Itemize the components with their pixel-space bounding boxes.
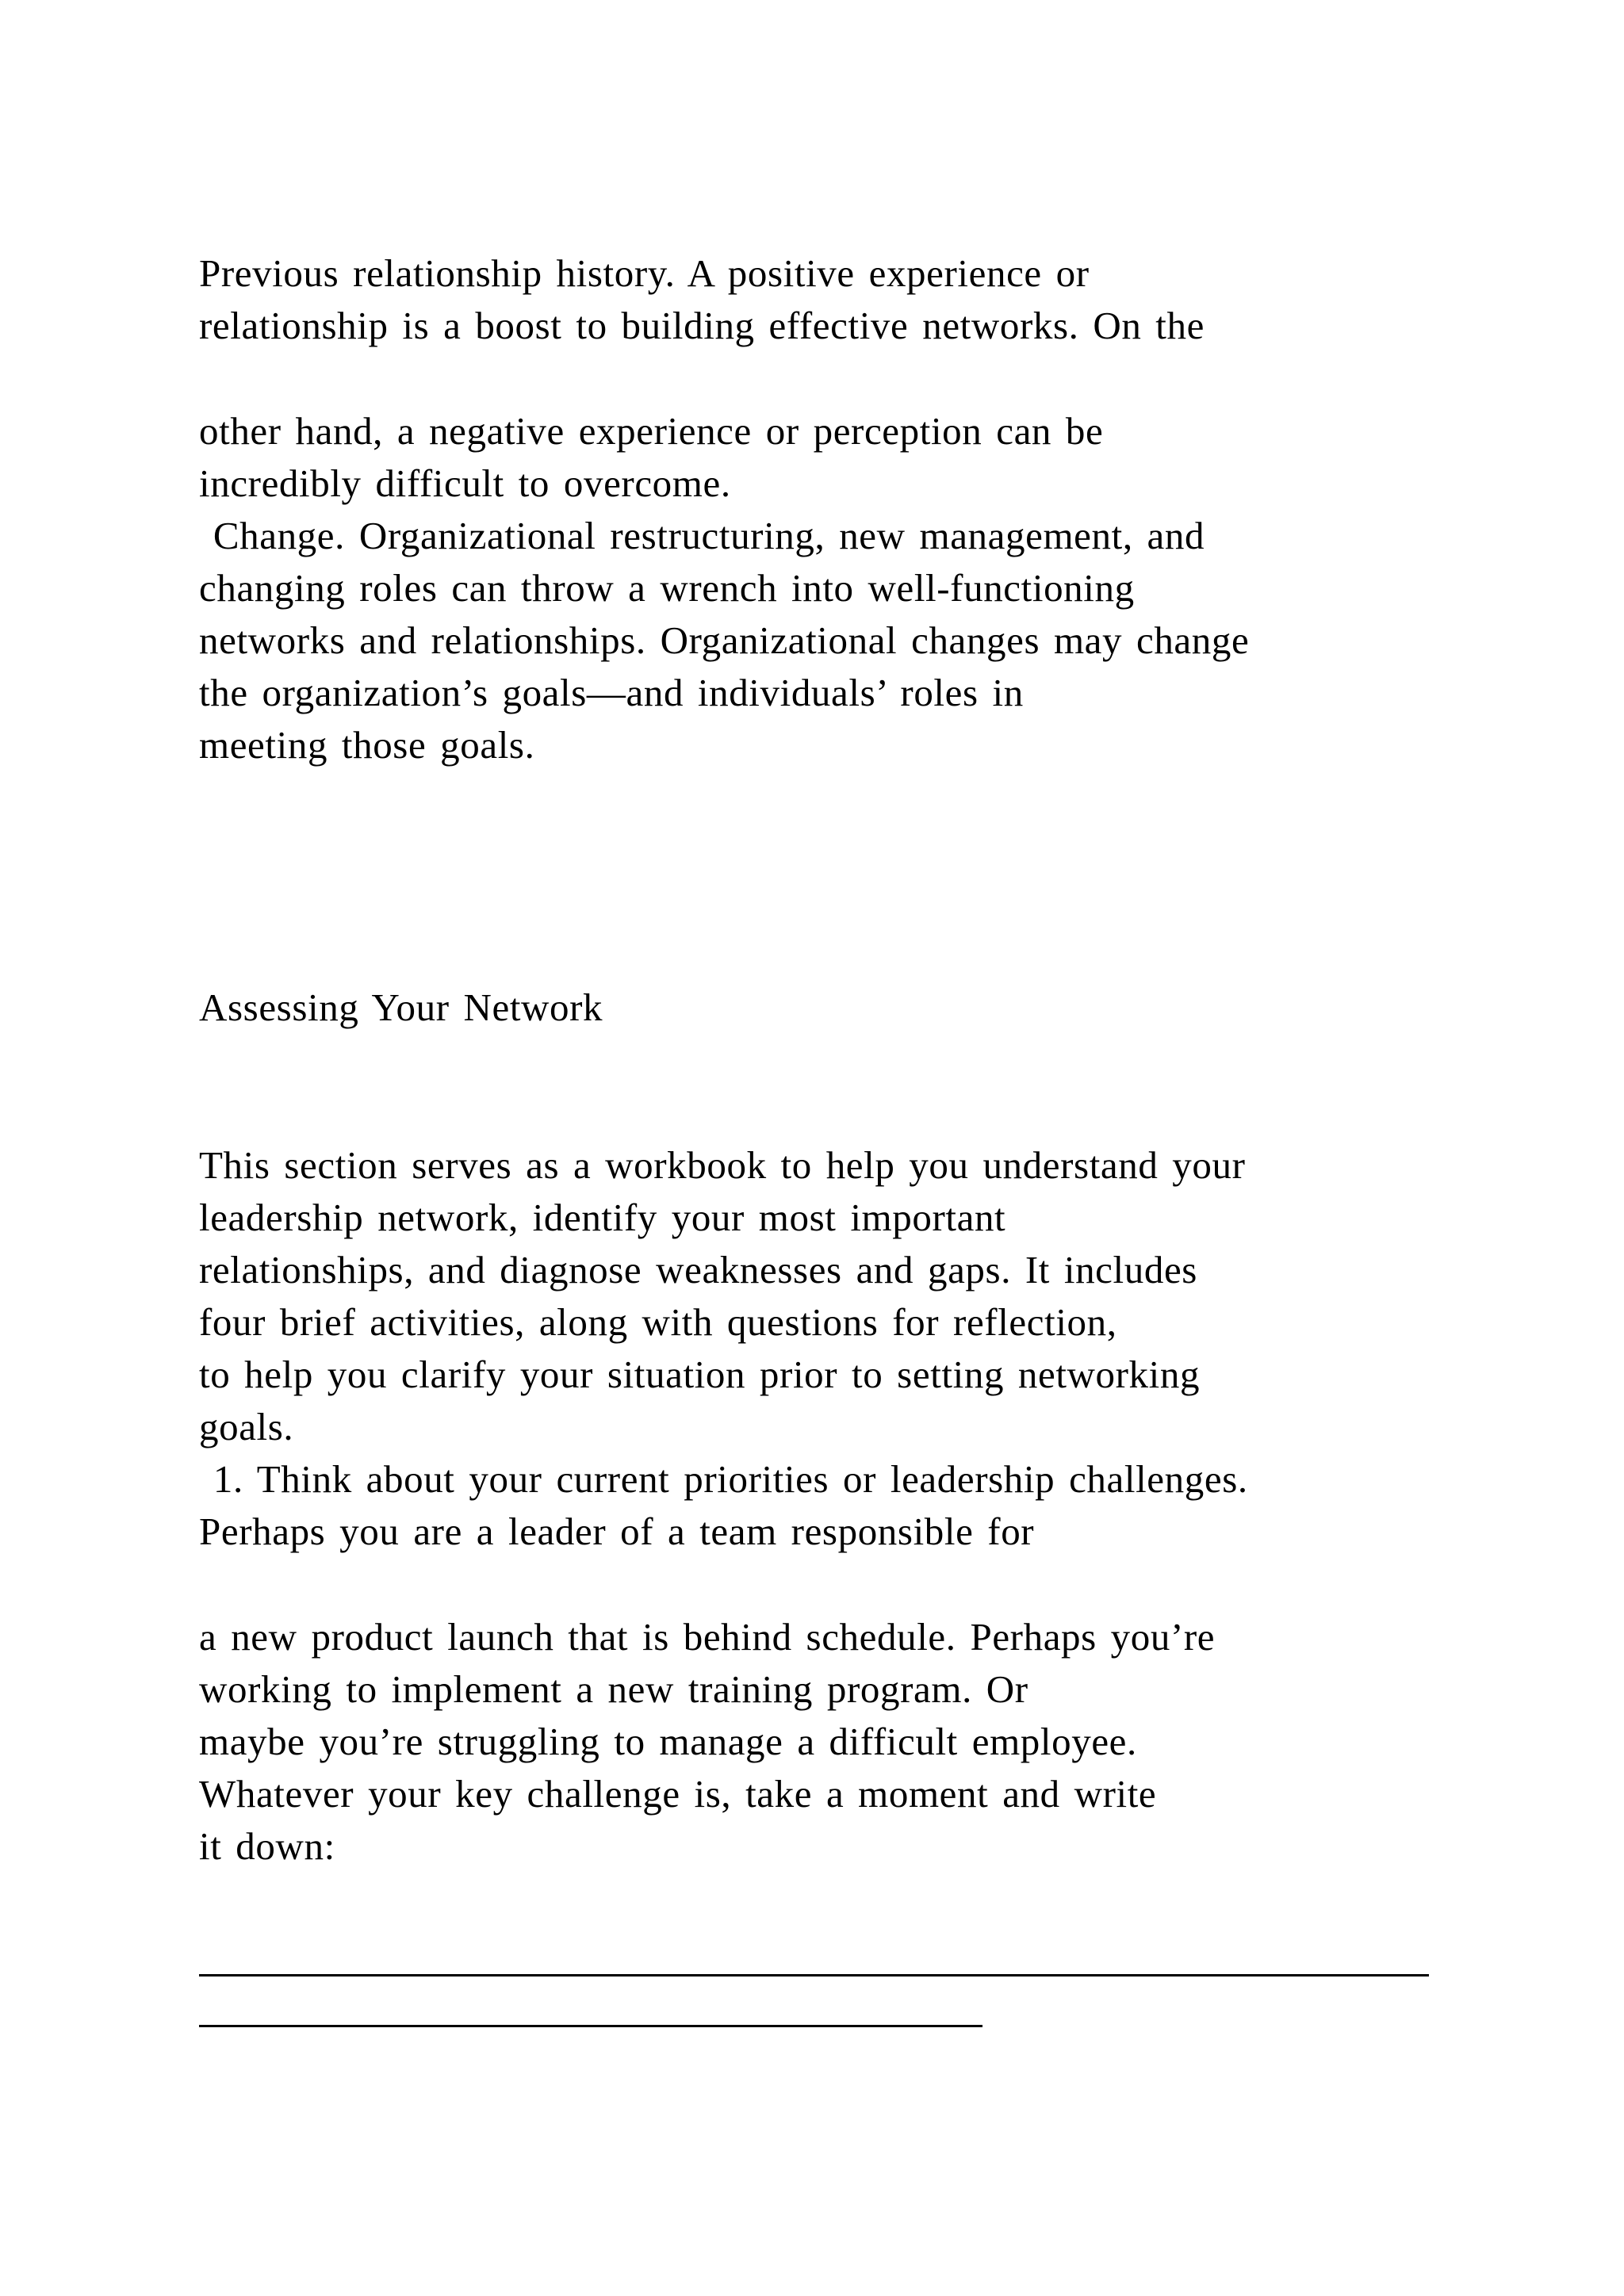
paragraph-2-line: leadership network, identify your most important — [199, 1196, 1006, 1239]
paragraph-2-line: maybe you’re struggling to manage a difficult employee. — [199, 1720, 1137, 1763]
paragraph-2-line: relationships, and diagnose weaknesses and gaps. It includes — [199, 1248, 1197, 1292]
paragraph-2-line: it down: — [199, 1824, 335, 1868]
paragraph-1-line: relationship is a boost to building effective networks. On the — [199, 304, 1205, 347]
paragraph-2-line: Whatever your key challenge is, take a moment and write — [199, 1772, 1157, 1816]
paragraph-2-line: goals. — [199, 1405, 294, 1448]
paragraph-1-line: changing roles can throw a wrench into well-functioning — [199, 566, 1135, 610]
answer-blank-line — [199, 2025, 982, 2027]
paragraph-2-line: working to implement a new training program. Or — [199, 1667, 1028, 1711]
paragraph-1-line: Previous relationship history. A positive experience or — [199, 251, 1090, 295]
paragraph-1-line: meeting those goals. — [199, 723, 535, 767]
paragraph-2-line: 1. Think about your current priorities or leadership challenges. — [199, 1457, 1248, 1501]
paragraph-2-line: Perhaps you are a leader of a team responsible for — [199, 1510, 1035, 1553]
answer-blank-line — [199, 1974, 1429, 1976]
paragraph-2-line: to help you clarify your situation prior to setting networking — [199, 1353, 1201, 1396]
paragraph-2-line: a new product launch that is behind schedule. Perhaps you’re — [199, 1615, 1216, 1659]
paragraph-1-line: Change. Organizational restructuring, new management, and — [199, 514, 1205, 557]
paragraph-1-line: the organization’s goals—and individuals’ roles in — [199, 671, 1024, 714]
paragraph-2-line: four brief activities, along with questions for reflection, — [199, 1300, 1117, 1344]
paragraph-1-line: networks and relationships. Organizational changes may change — [199, 618, 1250, 662]
paragraph-1-line: incredibly difficult to overcome. — [199, 461, 731, 505]
paragraph-2-line: This section serves as a workbook to help you understand your — [199, 1143, 1246, 1187]
section-heading: Assessing Your Network — [199, 985, 603, 1029]
paragraph-1-line: other hand, a negative experience or perception can be — [199, 409, 1104, 453]
